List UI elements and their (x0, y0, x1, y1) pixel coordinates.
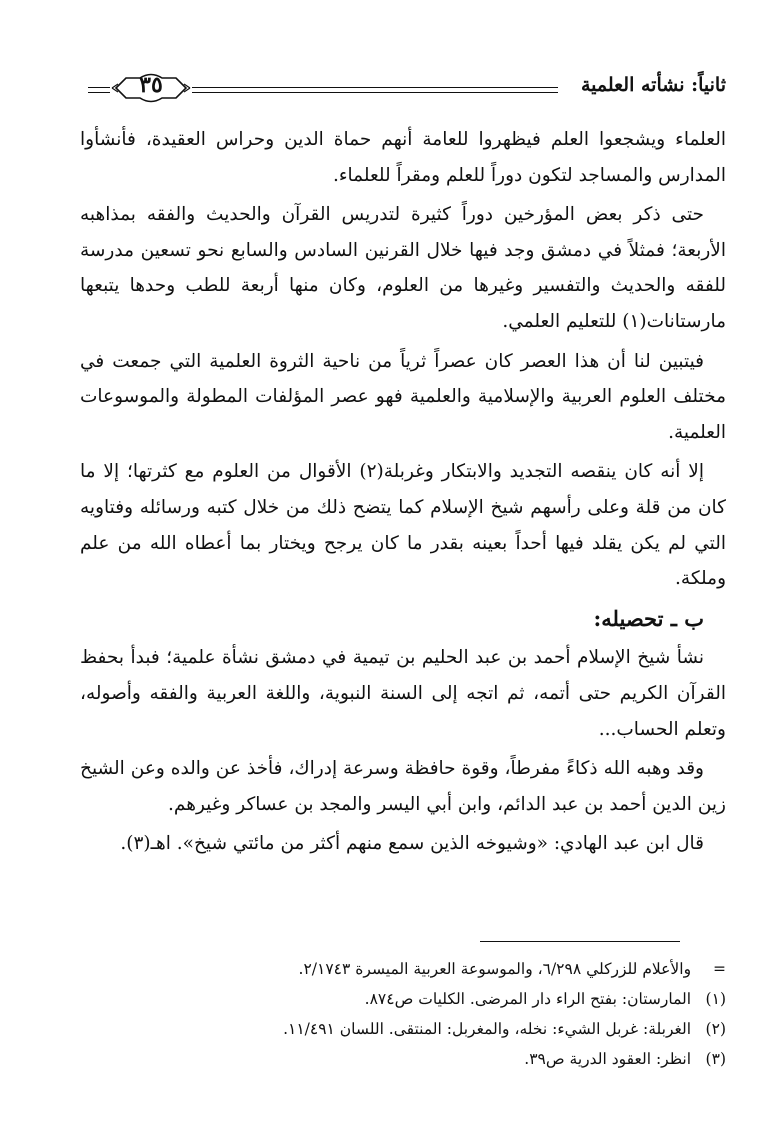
footnote-marker: (٣) (705, 1050, 726, 1068)
running-title: ثانياً: نشأته العلمية (580, 74, 726, 96)
footnote-item (80, 984, 726, 1014)
footnote-item (80, 1014, 726, 1044)
header-rule-short (88, 87, 110, 93)
footnote-item (80, 1044, 726, 1074)
footnote-text: المارستان: بفتح الراء دار المرضى. الكليات ص٨٧٤. (364, 990, 692, 1008)
footnote-item (80, 954, 726, 984)
footnote-text: الغربلة: غربل الشيء: نخله، والمغربل: المنتقى. اللسان ١١/٤٩١. (283, 1020, 692, 1038)
paragraph: حتى ذكر بعض المؤرخين دوراً كثيرة لتدريس القرآن والحديث والفقه بمذاهبه الأربعة؛ فمثلاً في دمشق وجد فيها خلال القرنين السادس والسابع نحو تسعين مدرسة للفقه والحديث والتفسير وغيرها من العلوم، وكان منها أربعة للطب وحدها يتبعها مارستانات(١) للتعليم العلمي. (80, 204, 726, 332)
main-text (80, 122, 726, 866)
paragraph: قال ابن عبد الهادي: «وشيوخه الذين سمع منهم أكثر من مائتي شيخ». اهـ(٣). (120, 833, 704, 855)
footnotes (80, 954, 726, 1074)
footnote-text: انظر: العقود الدرية ص٣٩. (524, 1050, 692, 1068)
footnote-marker: (١) (705, 990, 726, 1008)
page-number-ornament (110, 70, 192, 106)
paragraph: العلماء ويشجعوا العلم فيظهروا للعامة أنهم حماة الدين وحراس العقيدة، فأنشأوا المدارس والمساجد لتكون دوراً للعلم ومقراً للعلماء. (80, 129, 726, 186)
footnote-marker: = (713, 960, 726, 978)
paragraph: نشأ شيخ الإسلام أحمد بن عبد الحليم بن تيمية في دمشق نشأة علمية؛ فبدأ بحفظ القرآن الكريم حتى أتمه، ثم اتجه إلى السنة النبوية، واللغة العربية والفقه وأصوله، وتعلم الحساب... (80, 647, 726, 740)
paragraph: إلا أنه كان ينقصه التجديد والابتكار وغربلة(٢) الأقوال من العلوم مع كثرتها؛ إلا ما كان من قلة وعلى رأسهم شيخ الإسلام كما يتضح ذلك من خلال كتبه ورسائله وفتاويه التي لم يكن يقلد فيها أحداً بعينه بقدر ما كان يرجح ويختار بما أعطاه الله من علم وملكة. (80, 461, 726, 590)
paragraph: فيتبين لنا أن هذا العصر كان عصراً ثرياً من ناحية الثروة العلمية التي جمعت في مختلف العلوم العربية والإسلامية والعلمية فهو عصر المؤلفات المطولة والموسوعات العلمية. (80, 350, 726, 443)
footnote-separator (480, 941, 680, 942)
footnote-text: والأعلام للزركلي ٦/٢٩٨، والموسوعة العربية الميسرة ٢/١٧٤٣. (298, 960, 692, 978)
header-rule (192, 87, 558, 93)
section-heading: ب ـ تحصيله: (593, 605, 704, 631)
page-header (80, 70, 726, 106)
page-number: ٣٥ (139, 72, 163, 98)
paragraph: وقد وهبه الله ذكاءً مفرطاً، وقوة حافظة وسرعة إدراك، فأخذ عن والده وعن الشيخ زين الدين أحمد بن عبد الدائم، وابن أبي اليسر والمجد بن عساكر وغيرهم. (80, 758, 726, 815)
footnote-marker: (٢) (705, 1020, 726, 1038)
